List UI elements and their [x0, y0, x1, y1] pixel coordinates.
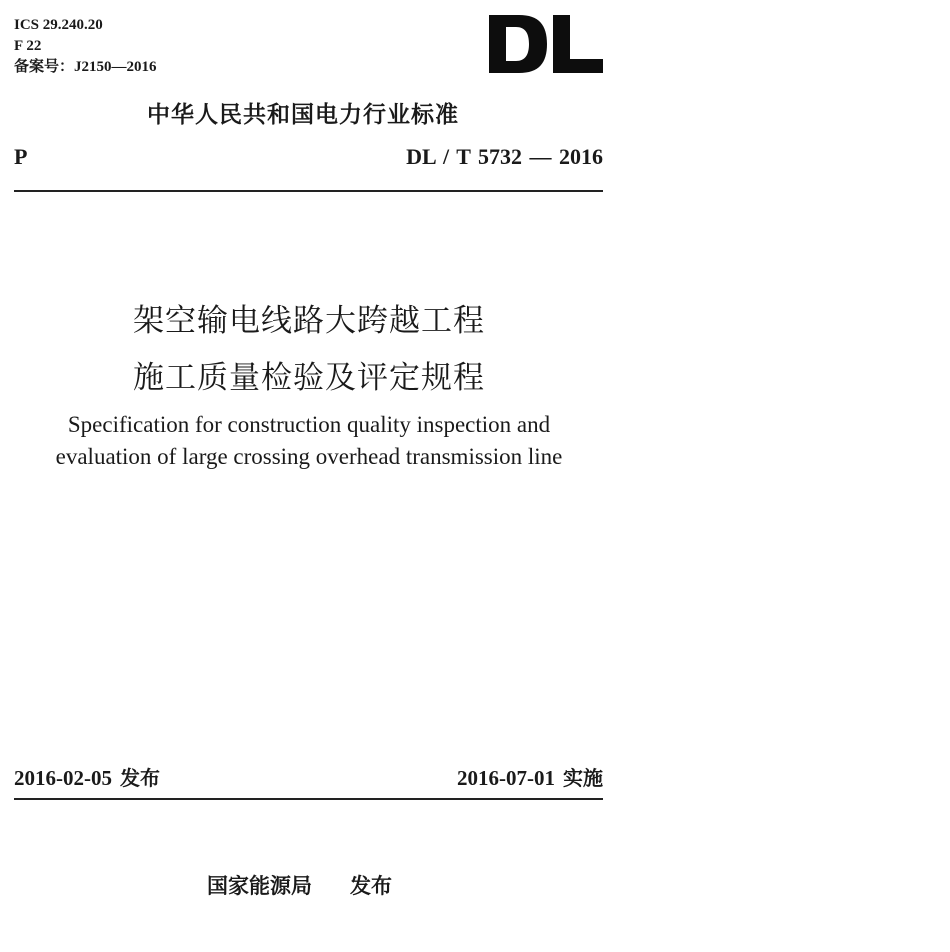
issue-date-block — [14, 762, 160, 791]
cover-metadata — [14, 15, 157, 78]
ics-code: ICS 29.240.20 — [14, 17, 103, 33]
title-en-line-2: evaluation of large crossing overhead transmission line — [55, 444, 563, 469]
dl-logo — [489, 15, 603, 73]
publisher-line — [207, 870, 392, 900]
publisher-name: 国家能源局 — [207, 874, 312, 898]
standard-organization-title: 中华人民共和国电力行业标准 — [147, 102, 459, 128]
category-letter: P — [14, 144, 28, 169]
issue-label: 发布 — [120, 766, 160, 790]
title-cn-line-2: 施工质量检验及评定规程 — [133, 360, 485, 396]
title-en-line-1: Specification for construction quality inspection and — [67, 412, 551, 437]
record-number: 备案号：J2150—2016 — [14, 59, 157, 75]
category-code: F 22 — [14, 38, 42, 54]
implement-date: 2016-07-01 — [457, 766, 555, 790]
bottom-divider — [14, 798, 603, 800]
issue-date: 2016-02-05 — [14, 766, 112, 790]
publisher-action: 发布 — [350, 874, 392, 898]
title-cn-line-1: 架空输电线路大跨越工程 — [133, 303, 485, 339]
implement-label: 实施 — [563, 766, 603, 790]
top-divider — [14, 190, 603, 192]
implement-date-block — [457, 762, 603, 791]
standard-number: DL / T 5732 — 2016 — [406, 144, 603, 169]
